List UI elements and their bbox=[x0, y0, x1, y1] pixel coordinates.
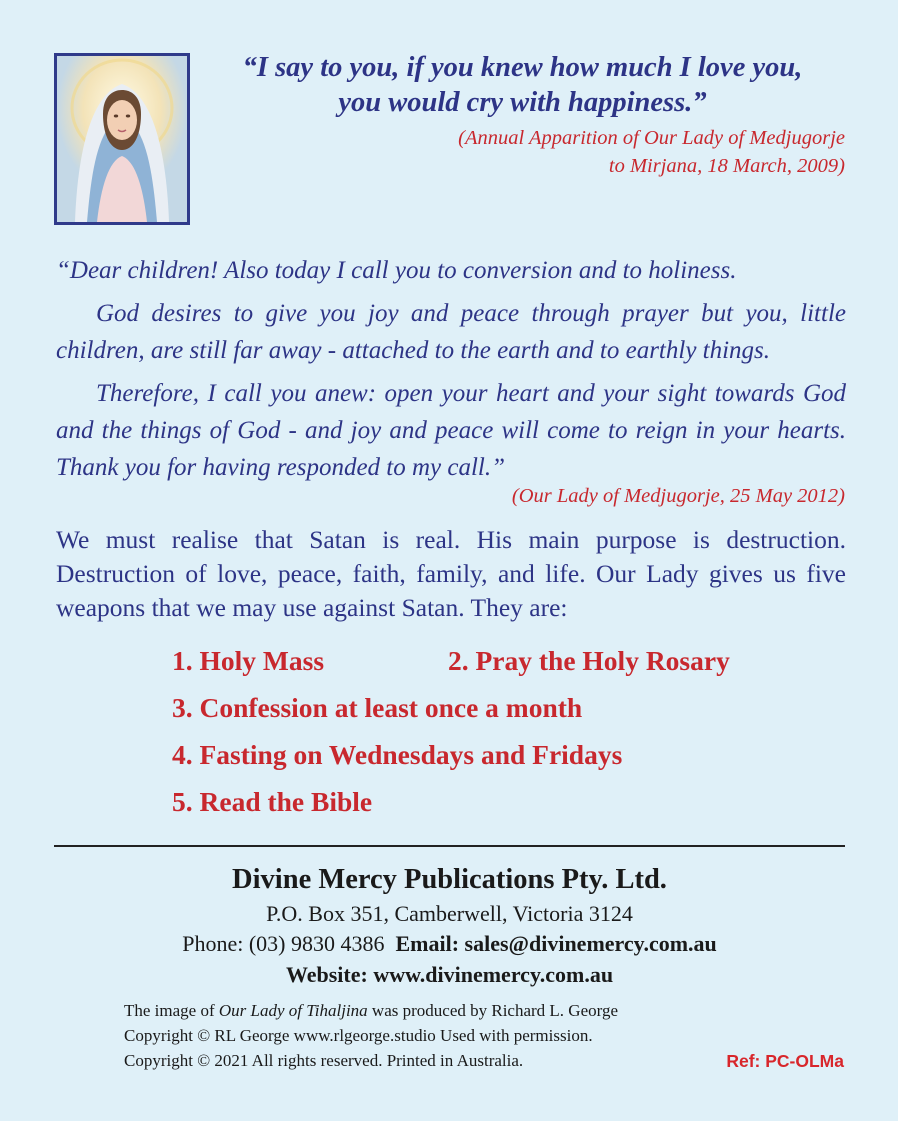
message-paragraph-2: God desires to give you joy and peace through prayer but you, little children, are still far away - attached to the earth and to earthly things. bbox=[56, 300, 846, 364]
publisher-website[interactable]: Website: www.divinemercy.com.au bbox=[285, 962, 614, 987]
copyright-line: Copyright © 2021 All rights reserved. Printed in Australia. bbox=[124, 1051, 524, 1070]
publisher-contact bbox=[54, 931, 845, 957]
message-citation: (Our Lady of Medjugorje, 25 May 2012) bbox=[511, 485, 845, 507]
weapon-item-4: 4. Fasting on Wednesdays and Fridays bbox=[172, 739, 623, 770]
credit-suffix: was produced by Richard L. George bbox=[367, 1001, 619, 1020]
top-quote-line-1: “I say to you, if you knew how much I love you, bbox=[242, 52, 803, 83]
weapon-item-3: 3. Confession at least once a month bbox=[172, 692, 583, 723]
credit-prefix: The image of bbox=[124, 1001, 219, 1020]
top-quote bbox=[200, 50, 845, 120]
intro-paragraph: We must realise that Satan is real. His main purpose is destruction. Destruction of love, peace, faith, family, and life. Our Lady gives us five weapons that we may use against Satan. They are: bbox=[56, 525, 846, 622]
top-cite-line-1: (Annual Apparition of Our Lady of Medjugorje bbox=[458, 127, 845, 149]
image-title: Our Lady of Tihaljina bbox=[218, 1001, 368, 1020]
weapon-item-5: 5. Read the Bible bbox=[172, 786, 373, 817]
image-copyright-line: Copyright © RL George www.rlgeorge.studio Used with permission. bbox=[124, 1026, 593, 1045]
our-lady-portrait bbox=[54, 53, 190, 225]
top-quote-citation bbox=[400, 124, 845, 180]
message-paragraph-1: “Dear children! Also today I call you to conversion and to holiness. bbox=[56, 257, 737, 284]
portrait-image bbox=[57, 56, 187, 222]
image-credit-line bbox=[124, 1001, 618, 1021]
publisher-address: P.O. Box 351, Camberwell, Victoria 3124 bbox=[266, 901, 633, 926]
divider bbox=[54, 845, 845, 847]
publisher-phone: Phone: (03) 9830 4386 bbox=[182, 931, 385, 956]
top-cite-line-2: to Mirjana, 18 March, 2009) bbox=[608, 155, 845, 177]
publisher-name: Divine Mercy Publications Pty. Ltd. bbox=[232, 864, 667, 895]
message-paragraph-3: Therefore, I call you anew: open your heart and your sight towards God and the things of God - and joy and peace will come to reign in your hearts. Thank you for having responded to my call.” bbox=[56, 380, 846, 481]
top-quote-line-2: you would cry with happiness.” bbox=[338, 87, 707, 118]
weapon-item-2: 2. Pray the Holy Rosary bbox=[448, 645, 730, 676]
reference-code: Ref: PC-OLMa bbox=[726, 1051, 844, 1071]
weapon-item-1: 1. Holy Mass bbox=[172, 645, 325, 676]
publisher-email[interactable]: Email: sales@divinemercy.com.au bbox=[395, 931, 717, 956]
